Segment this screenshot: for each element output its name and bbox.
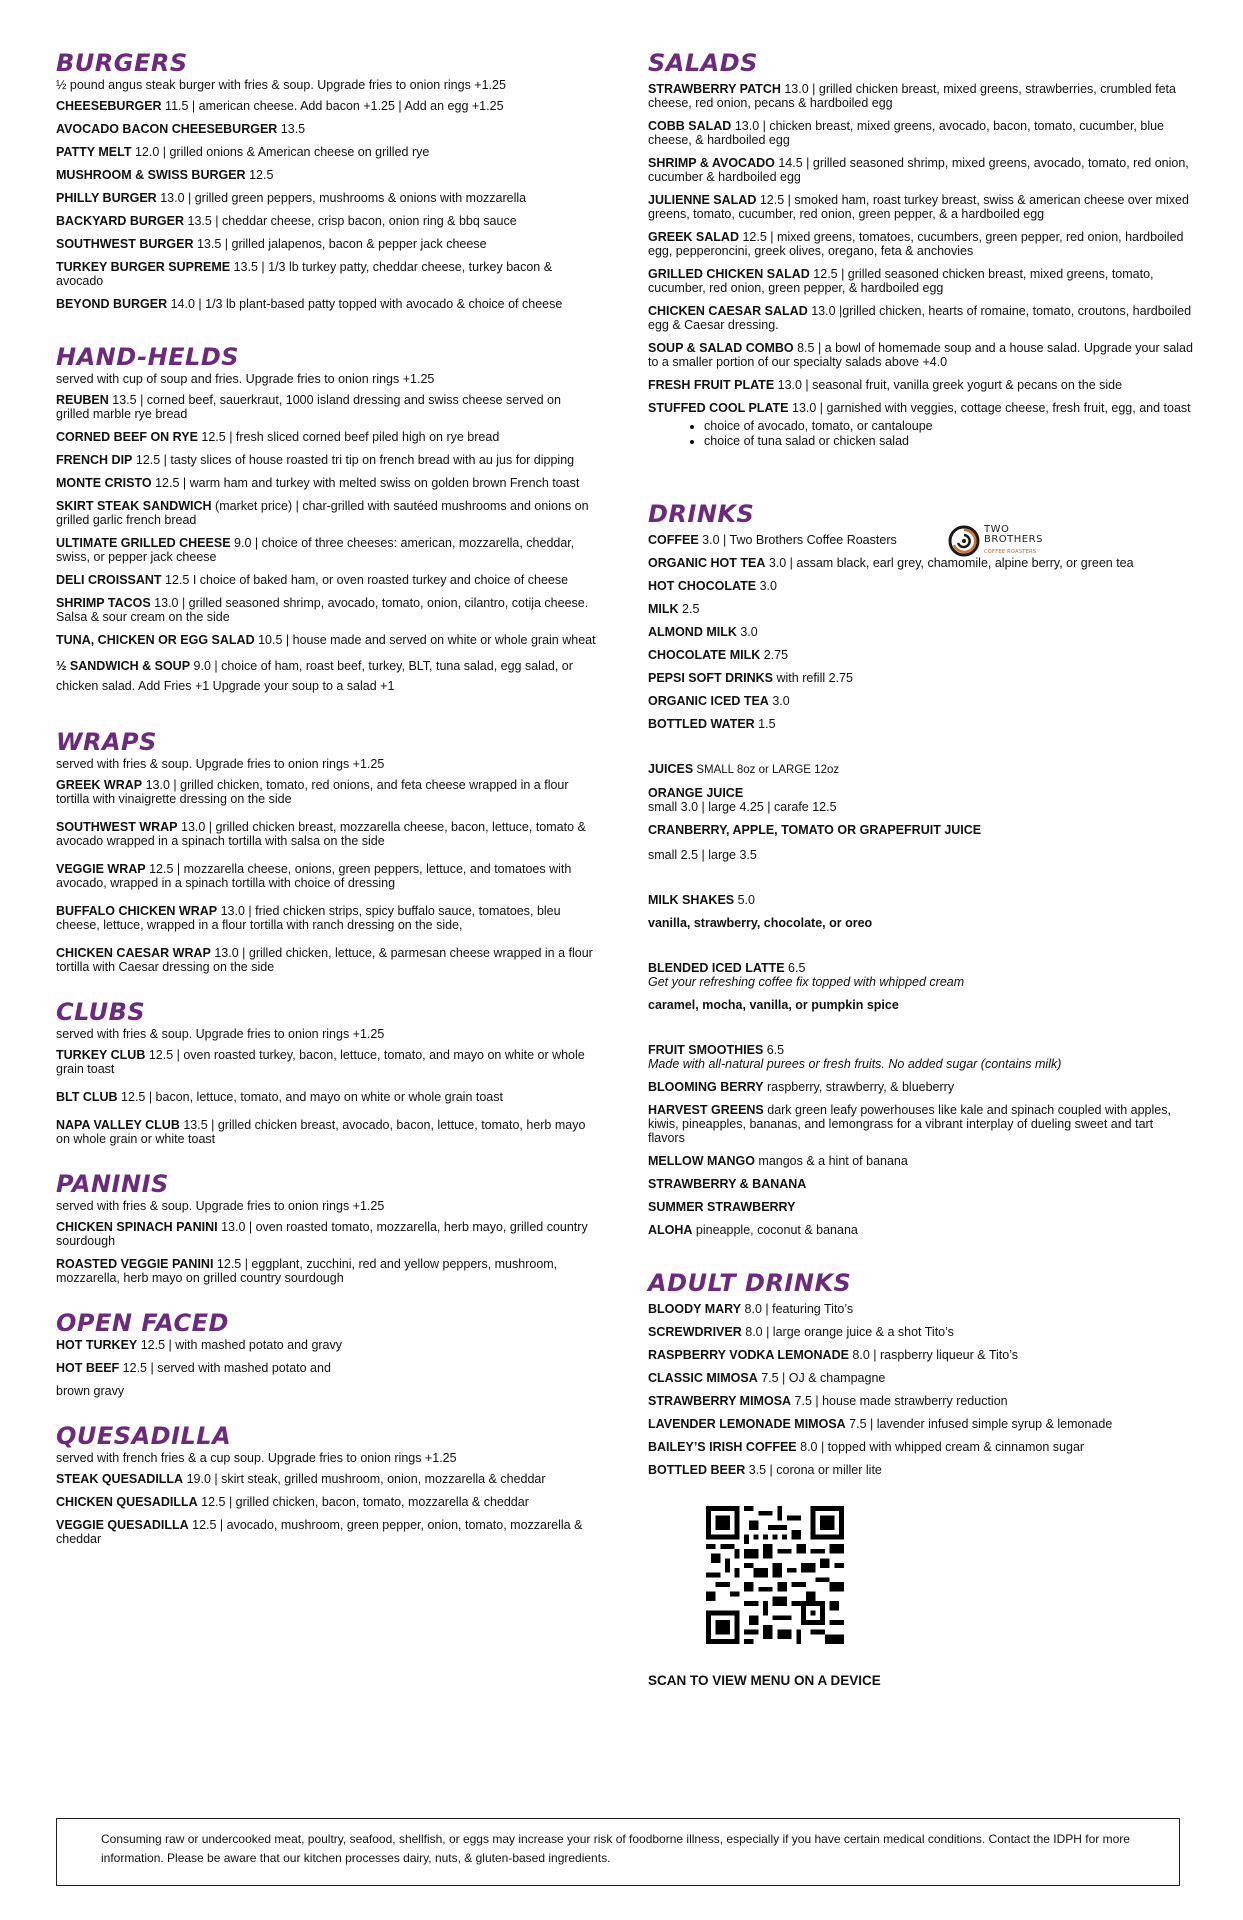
item-name: ½ SANDWICH & SOUP	[56, 659, 191, 673]
menu-item	[648, 378, 1193, 392]
item-name: ALOHA	[648, 1223, 693, 1237]
item-name: ALMOND MILK	[648, 625, 737, 639]
logo-line: BROTHERS	[984, 534, 1043, 545]
section-title: QUESADILLA	[56, 1422, 232, 1450]
item-desc: 13.0 | grilled green peppers, mushrooms & onions with mozzarella	[156, 191, 527, 205]
item-name: SKIRT STEAK SANDWICH	[56, 499, 212, 513]
menu-item	[648, 1417, 1193, 1431]
section-title: PANINIS	[56, 1170, 169, 1198]
item-desc: 9.0 | choice of ham, roast beef, turkey, BLT, tuna salad, egg salad, or chicken salad. Add Fries +1 Upgrade your soup to a salad +1	[56, 659, 573, 693]
item-name: PHILLY BURGER	[56, 191, 157, 205]
item-name: CHEESEBURGER	[56, 99, 162, 113]
logo-line: TWO	[984, 524, 1010, 535]
menu-item	[56, 260, 596, 288]
menu-item	[648, 556, 1193, 570]
item-desc: 3.0 | Two Brothers Coffee Roasters	[698, 533, 897, 547]
item-name: CHICKEN QUESADILLA	[56, 1495, 198, 1509]
item-name: ORGANIC ICED TEA	[648, 694, 769, 708]
menu-item	[56, 862, 596, 890]
item-desc: 8.0 | topped with whipped cream & cinnamon sugar	[796, 1440, 1085, 1454]
item-desc: 6.5	[763, 1043, 785, 1057]
list-item: • choice of avocado, tomato, or cantaloupe	[704, 419, 1193, 434]
item-desc: with refill 2.75	[773, 671, 853, 685]
item-desc: 13.0 |grilled chicken, hearts of romaine, tomato, croutons, hardboiled egg & Caesar dressing.	[648, 304, 1192, 332]
menu-item	[648, 1043, 1193, 1057]
item-name: BUFFALO CHICKEN WRAP	[56, 904, 218, 918]
menu-item	[56, 453, 596, 467]
item-name: BLT CLUB	[56, 1090, 118, 1104]
item-name: ORANGE JUICE	[648, 786, 744, 800]
section-title: OPEN FACED	[56, 1309, 229, 1337]
item-desc: 12.5 | bacon, lettuce, tomato, and mayo on white or whole grain toast	[117, 1090, 503, 1104]
item-desc: 7.5 | OJ & champagne	[757, 1371, 886, 1385]
menu-item	[56, 297, 596, 311]
menu-item	[56, 573, 596, 587]
item-name: JUICES	[648, 762, 694, 776]
item-desc: 13.5 | 1/3 lb turkey patty, cheddar cheese, turkey bacon & avocado	[56, 260, 553, 288]
item-desc: 13.0 | grilled seasoned shrimp, avocado, tomato, onion, cilantro, cotija cheese. Salsa & sour cream on the side	[56, 596, 589, 624]
swirl-logo-icon	[948, 525, 980, 557]
item-desc: 13.0 | fried chicken strips, spicy buffalo sauce, tomatoes, bleu cheese, lettuce, wrapped in a flour tortilla with ranch dressing on the side,	[56, 904, 561, 932]
item-name: JULIENNE SALAD	[648, 193, 757, 207]
flavor-list: vanilla, strawberry, chocolate, or oreo	[648, 916, 873, 930]
item-name: STEAK QUESADILLA	[56, 1472, 184, 1486]
menu-item	[56, 237, 596, 251]
item-desc: 12.5 | mozzarella cheese, onions, green peppers, lettuce, and tomatoes with avocado, wrapped in a spinach tortilla with choice of dressing	[56, 862, 572, 890]
menu-item	[648, 961, 1193, 975]
menu-item	[56, 1048, 596, 1076]
item-desc: 3.0	[768, 694, 790, 708]
menu-item	[648, 762, 1193, 777]
item-desc: 8.0 | raspberry liqueur & Tito’s	[848, 1348, 1019, 1362]
menu-item	[648, 193, 1193, 221]
item-desc: 12.5 | oven roasted turkey, bacon, lettuce, tomato, and mayo on white or whole grain toast	[56, 1048, 585, 1076]
menu-item	[56, 656, 596, 696]
menu-item	[648, 304, 1193, 332]
item-desc: 9.0 | choice of three cheeses: american, mozzarella, cheddar, swiss, or pepper jack cheese	[56, 536, 575, 564]
item-name: FRESH FRUIT PLATE	[648, 378, 775, 392]
item-desc: 14.5 | grilled seasoned shrimp, mixed greens, avocado, tomato, red onion, cucumber & hardboiled egg	[648, 156, 1189, 184]
menu-item	[56, 820, 596, 848]
item-tagline: Made with all-natural purees or fresh fruits. No added sugar (contains milk)	[648, 1057, 1062, 1071]
latte-section	[648, 961, 1193, 1012]
burgers-section	[56, 48, 596, 311]
item-name: HARVEST GREENS	[648, 1103, 764, 1117]
item-name: STRAWBERRY & BANANA	[648, 1177, 807, 1191]
item-name: MELLOW MANGO	[648, 1154, 755, 1168]
item-desc: 10.5 | house made and served on white or whole grain wheat	[254, 633, 596, 647]
item-name: ORGANIC HOT TEA	[648, 556, 766, 570]
menu-item	[648, 1177, 1193, 1191]
menu-item	[56, 99, 596, 113]
item-desc: 3.5 | corona or miller lite	[745, 1463, 882, 1477]
menu-item	[56, 536, 596, 564]
logo-text	[984, 525, 1043, 557]
item-desc: 6.5	[784, 961, 806, 975]
item-name: VEGGIE WRAP	[56, 862, 146, 876]
item-name: MONTE CRISTO	[56, 476, 152, 490]
menu-item	[648, 1325, 1193, 1339]
flavor-list: caramel, mocha, vanilla, or pumpkin spice	[648, 998, 899, 1012]
menu-item	[56, 1518, 596, 1546]
menu-item	[56, 168, 596, 182]
menu-item	[648, 82, 1193, 110]
item-desc: 5.0	[734, 893, 755, 907]
item-name: SOUP & SALAD COMBO	[648, 341, 794, 355]
menu-item	[648, 119, 1193, 147]
section-title: CLUBS	[56, 998, 146, 1026]
item-name: BLOODY MARY	[648, 1302, 742, 1316]
stuffed-plate-options	[648, 419, 1193, 449]
menu-item	[648, 341, 1193, 369]
item-desc: 12.5	[245, 168, 274, 182]
item-desc: 12.5 | with mashed potato and gravy	[137, 1338, 343, 1352]
menu-item	[648, 1080, 1193, 1094]
menu-item	[648, 1348, 1193, 1362]
menu-item	[56, 633, 596, 647]
item-name: GRILLED CHICKEN SALAD	[648, 267, 810, 281]
scan-caption: SCAN TO VIEW MENU ON A DEVICE	[648, 1673, 881, 1688]
menu-item	[56, 1361, 596, 1375]
menu-item	[56, 1472, 596, 1486]
item-name: SOUTHWEST BURGER	[56, 237, 194, 251]
item-desc: dark green leafy powerhouses like kale and spinach coupled with apples, kiwis, pineapples, bananas, and lemongrass for a vibrant interplay of dueling sweet and tart flavors	[648, 1103, 1171, 1145]
left-column	[56, 48, 596, 1555]
item-desc: 12.5 | served with mashed potato and	[119, 1361, 331, 1375]
section-title: DRINKS	[648, 500, 755, 528]
item-desc: 8.5 | a bowl of homemade soup and a house salad. Upgrade your salad to a smaller portion of our specialty salads above +4.0	[648, 341, 1193, 369]
item-desc: 8.0 | large orange juice & a shot Tito’s	[741, 1325, 954, 1339]
logo-subline: COFFEE ROASTERS	[984, 549, 1037, 555]
menu-item	[56, 1220, 596, 1248]
item-name: GREEK WRAP	[56, 778, 143, 792]
smoothies-section	[648, 1043, 1193, 1237]
item-desc: 12.5 | grilled chicken, bacon, tomato, mozzarella & cheddar	[197, 1495, 529, 1509]
item-name: FRENCH DIP	[56, 453, 133, 467]
salads-section	[648, 48, 1193, 449]
open-faced-section	[56, 1308, 596, 1398]
menu-item	[56, 430, 596, 444]
item-desc: 3.0	[736, 625, 758, 639]
item-name: BOTTLED BEER	[648, 1463, 746, 1477]
item-name: GREEK SALAD	[648, 230, 739, 244]
milk-shakes-section	[648, 893, 1193, 930]
section-title: WRAPS	[56, 728, 157, 756]
item-desc: 2.75	[760, 648, 789, 662]
item-name: TURKEY CLUB	[56, 1048, 146, 1062]
item-desc: 12.5 I choice of baked ham, or oven roasted turkey and choice of cheese	[161, 573, 569, 587]
item-desc: 1.5	[754, 717, 776, 731]
item-desc: 3.0	[756, 579, 777, 593]
drinks-section	[648, 499, 1193, 731]
item-name: BAILEY’S IRISH COFFEE	[648, 1440, 797, 1454]
item-name: BLENDED ICED LATTE	[648, 961, 785, 975]
menu-item	[648, 267, 1193, 295]
menu-item	[56, 476, 596, 490]
item-name: CHICKEN CAESAR WRAP	[56, 946, 211, 960]
item-name: BLOOMING BERRY	[648, 1080, 764, 1094]
menu-item	[56, 946, 596, 974]
item-name: CHICKEN CAESAR SALAD	[648, 304, 808, 318]
item-name: CHICKEN SPINACH PANINI	[56, 1220, 218, 1234]
item-desc: mangos & a hint of banana	[754, 1154, 908, 1168]
item-name: STRAWBERRY PATCH	[648, 82, 781, 96]
section-note: served with fries & soup. Upgrade fries to onion rings +1.25	[56, 1027, 385, 1041]
menu-item	[648, 533, 1193, 547]
item-name: MILK SHAKES	[648, 893, 735, 907]
menu-item	[648, 1223, 1193, 1237]
menu-item	[648, 1103, 1193, 1145]
menu-item	[56, 393, 596, 421]
menu-item	[648, 694, 1193, 708]
item-desc: 12.5 | grilled seasoned chicken breast, mixed greens, tomato, cucumber, red onion, green pepper, & hardboiled egg	[648, 267, 1154, 295]
item-desc: 13.0 | oven roasted tomato, mozzarella, herb mayo, grilled country sourdough	[56, 1220, 588, 1248]
item-name: REUBEN	[56, 393, 109, 407]
item-name: HOT BEEF	[56, 1361, 120, 1375]
menu-item	[648, 230, 1193, 258]
menu-item	[648, 1371, 1193, 1385]
item-desc: 14.0 | 1/3 lb plant-based patty topped with avocado & choice of cheese	[167, 297, 563, 311]
item-desc: 13.5 | cheddar cheese, crisp bacon, onion ring & bbq sauce	[184, 214, 517, 228]
menu-item	[56, 191, 596, 205]
section-note: served with french fries & a cup soup. Upgrade fries to onion rings +1.25	[56, 1451, 457, 1465]
item-desc: 12.5 | smoked ham, roast turkey breast, swiss & american cheese over mixed greens, tomato, cucumber, red onion, green pepper, & a hardboiled egg	[648, 193, 1189, 221]
item-desc: 13.0 | grilled chicken breast, mixed greens, strawberries, crumbled feta cheese, red onion, pecans & hardboiled egg	[648, 82, 1176, 110]
menu-item	[56, 145, 596, 159]
item-name: PEPSI SOFT DRINKS	[648, 671, 774, 685]
item-name: SHRIMP TACOS	[56, 596, 151, 610]
item-name: CHOCOLATE MILK	[648, 648, 761, 662]
item-desc: 13.5	[277, 122, 306, 136]
item-tagline: Get your refreshing coffee fix topped with whipped cream	[648, 975, 965, 989]
right-column	[648, 48, 1193, 1688]
quesadilla-section	[56, 1421, 596, 1546]
section-note: served with fries & soup. Upgrade fries to onion rings +1.25	[56, 1199, 385, 1213]
menu-item	[56, 596, 596, 624]
section-title: BURGERS	[56, 49, 188, 77]
item-prices: small 3.0 | large 4.25 | carafe 12.5	[648, 800, 837, 814]
item-desc: 7.5 | house made strawberry reduction	[791, 1394, 1008, 1408]
clubs-section	[56, 997, 596, 1146]
item-name: MILK	[648, 602, 679, 616]
item-name: BEYOND BURGER	[56, 297, 168, 311]
menu-item	[648, 1200, 1193, 1214]
menu-item	[56, 1090, 596, 1104]
item-desc: 13.5 | corned beef, sauerkraut, 1000 island dressing and swiss cheese served on grilled marble rye bread	[56, 393, 561, 421]
item-name: CRANBERRY, APPLE, TOMATO OR GRAPEFRUIT JUICE	[648, 823, 982, 837]
menu-item	[648, 156, 1193, 184]
coffee-row	[648, 524, 1193, 555]
handhelds-section	[56, 342, 596, 696]
item-desc: 13.0 | garnished with veggies, cottage cheese, fresh fruit, egg, and toast	[788, 401, 1191, 415]
two-brothers-logo	[948, 525, 1043, 557]
item-name: BOTTLED WATER	[648, 717, 755, 731]
item-name: MUSHROOM & SWISS BURGER	[56, 168, 246, 182]
item-prices: small 2.5 | large 3.5	[648, 848, 757, 862]
menu-item	[56, 499, 596, 527]
item-desc: 12.0 | grilled onions & American cheese on grilled rye	[131, 145, 430, 159]
item-desc: 12.5 | warm ham and turkey with melted swiss on golden brown French toast	[151, 476, 580, 490]
item-name: VEGGIE QUESADILLA	[56, 1518, 189, 1532]
menu-item	[56, 904, 596, 932]
item-desc: pineapple, coconut & banana	[692, 1223, 858, 1237]
qr-code-icon[interactable]	[706, 1506, 844, 1644]
item-desc: 13.0 | chicken breast, mixed greens, avocado, bacon, tomato, cucumber, blue cheese, & hardboiled egg	[648, 119, 1165, 147]
item-desc: SMALL 8oz or LARGE 12oz	[693, 764, 840, 776]
item-name: TURKEY BURGER SUPREME	[56, 260, 231, 274]
item-name: SCREWDRIVER	[648, 1325, 742, 1339]
item-name: SUMMER STRAWBERRY	[648, 1200, 796, 1214]
item-desc: 13.0 | seasonal fruit, vanilla greek yogurt & pecans on the side	[774, 378, 1123, 392]
item-name: HOT CHOCOLATE	[648, 579, 757, 593]
item-name: COFFEE	[648, 533, 699, 547]
menu-item	[648, 579, 1193, 593]
menu-item	[648, 625, 1193, 639]
item-name: HOT TURKEY	[56, 1338, 138, 1352]
item-name: FRUIT SMOOTHIES	[648, 1043, 764, 1057]
item-name: AVOCADO BACON CHEESEBURGER	[56, 122, 278, 136]
menu-item	[648, 717, 1193, 731]
item-name: BACKYARD BURGER	[56, 214, 185, 228]
item-name: SHRIMP & AVOCADO	[648, 156, 775, 170]
item-name: PATTY MELT	[56, 145, 132, 159]
section-title: SALADS	[648, 49, 758, 77]
section-note: served with cup of soup and fries. Upgrade fries to onion rings +1.25	[56, 372, 435, 386]
item-desc: 13.0 | grilled chicken, lettuce, & parmesan cheese wrapped in a flour tortilla with Caesar dressing on the side	[56, 946, 593, 974]
item-desc: 8.0 | featuring Tito’s	[741, 1302, 854, 1316]
item-desc: 7.5 | lavender infused simple syrup & lemonade	[845, 1417, 1113, 1431]
menu-item	[56, 1118, 596, 1146]
menu-item	[56, 214, 596, 228]
item-desc: 12.5 | fresh sliced corned beef piled high on rye bread	[197, 430, 500, 444]
item-desc: 13.5 | grilled chicken breast, avocado, bacon, lettuce, tomato, herb mayo on whole grain or white toast	[56, 1118, 586, 1146]
juices-section	[648, 762, 1193, 862]
item-name: STUFFED COOL PLATE	[648, 401, 789, 415]
menu-item	[56, 1495, 596, 1509]
section-note: served with fries & soup. Upgrade fries to onion rings +1.25	[56, 757, 385, 771]
item-desc: 19.0 | skirt steak, grilled mushroom, onion, mozzarella & cheddar	[183, 1472, 546, 1486]
item-desc: 12.5 | eggplant, zucchini, red and yellow peppers, mushroom, mozzarella, herb mayo on grilled country sourdough	[56, 1257, 558, 1285]
item-desc: 12.5 | mixed greens, tomatoes, cucumbers, green pepper, red onion, hardboiled egg, pepperoncini, greek olives, oregano, feta & anchovies	[648, 230, 1184, 258]
section-title: ADULT DRINKS	[648, 1269, 852, 1297]
list-item: • choice of tuna salad or chicken salad	[704, 434, 1193, 449]
item-desc: 12.5 | tasty slices of house roasted tri tip on french bread with au jus for dipping	[132, 453, 575, 467]
menu-item	[648, 1394, 1193, 1408]
menu-item	[648, 602, 1193, 616]
allergen-disclaimer: Consuming raw or undercooked meat, poultry, seafood, shellfish, or eggs may increase your risk of foodborne illness, especially if you have certain medical conditions. Contact the IDPH for more information. Please be aware that our kitchen processes dairy, nuts, & gluten-based ingredients.	[56, 1818, 1180, 1886]
item-desc: 11.5 | american cheese. Add bacon +1.25 | Add an egg +1.25	[161, 99, 504, 113]
wraps-section	[56, 727, 596, 974]
item-name: ULTIMATE GRILLED CHEESE	[56, 536, 231, 550]
item-desc: 13.0 | grilled chicken, tomato, red onions, and feta cheese wrapped in a flour tortilla with vinaigrette dressing on the side	[56, 778, 569, 806]
menu-item	[56, 1257, 596, 1285]
menu-item	[56, 1338, 596, 1352]
paninis-section	[56, 1169, 596, 1285]
item-desc: raspberry, strawberry, & blueberry	[763, 1080, 955, 1094]
item-desc-continued: brown gravy	[56, 1384, 125, 1398]
item-name: LAVENDER LEMONADE MIMOSA	[648, 1417, 846, 1431]
adult-drinks-section	[648, 1268, 1193, 1477]
item-desc: 13.5 | grilled jalapenos, bacon & pepper jack cheese	[193, 237, 487, 251]
menu-item	[648, 401, 1193, 415]
section-note: ½ pound angus steak burger with fries & soup. Upgrade fries to onion rings +1.25	[56, 78, 506, 92]
menu-item	[56, 122, 596, 136]
menu-item	[648, 671, 1193, 685]
item-name: RASPBERRY VODKA LEMONADE	[648, 1348, 849, 1362]
menu-item	[648, 1302, 1193, 1316]
menu-item	[648, 648, 1193, 662]
item-desc: 3.0 | assam black, earl grey, chamomile, alpine berry, or green tea	[765, 556, 1134, 570]
section-title: HAND-HELDS	[56, 343, 240, 371]
menu-item	[648, 1463, 1193, 1477]
item-name: SOUTHWEST WRAP	[56, 820, 178, 834]
item-name: COBB SALAD	[648, 119, 732, 133]
menu-item	[648, 1440, 1193, 1454]
item-name: CORNED BEEF ON RYE	[56, 430, 198, 444]
item-name: ROASTED VEGGIE PANINI	[56, 1257, 214, 1271]
item-name: NAPA VALLEY CLUB	[56, 1118, 180, 1132]
item-desc: 12.5 | avocado, mushroom, green pepper, onion, tomato, mozzarella & cheddar	[56, 1518, 583, 1546]
menu-item	[56, 778, 596, 806]
item-name: CLASSIC MIMOSA	[648, 1371, 758, 1385]
item-name: STRAWBERRY MIMOSA	[648, 1394, 792, 1408]
item-desc: 2.5	[678, 602, 700, 616]
item-name: TUNA, CHICKEN OR EGG SALAD	[56, 633, 255, 647]
item-desc: (market price) | char-grilled with sautéed mushrooms and onions on grilled garlic french bread	[56, 499, 589, 527]
menu-item	[648, 893, 1193, 907]
item-desc: 13.0 | grilled chicken breast, mozzarella cheese, bacon, lettuce, tomato & avocado wrapped in a spinach tortilla with salsa on the side	[56, 820, 586, 848]
item-name: DELI CROISSANT	[56, 573, 162, 587]
menu-item	[648, 1154, 1193, 1168]
